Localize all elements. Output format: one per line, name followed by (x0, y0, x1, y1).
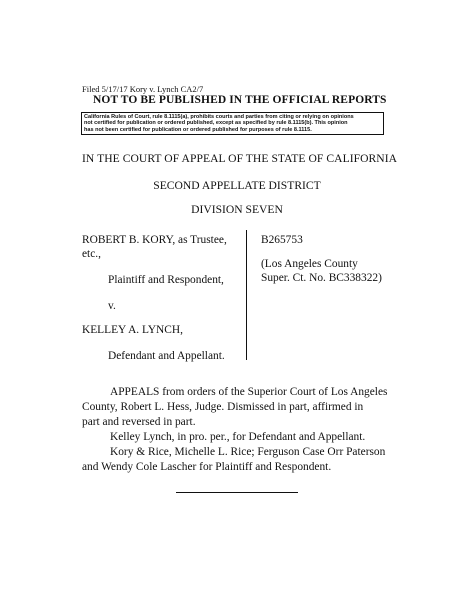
body-line: County, Robert L. Hess, Judge. Dismissed in part, affirmed in (82, 401, 364, 413)
rule-notice-line: California Rules of Court, rule 8.1115(a), prohibits courts and parties from citing or relying on opinions (84, 114, 354, 120)
division: DIVISION SEVEN (191, 203, 283, 216)
filed-line: Filed 5/17/17 Kory v. Lynch CA2/7 (82, 84, 204, 94)
case-number: B265753 (261, 234, 303, 246)
rule-notice-line: not certified for publication or ordered published, except as specified by rule 8.1115(b). This opinion (84, 120, 348, 127)
lower-court: (Los Angeles County (261, 258, 358, 270)
body-line: part and reversed in part. (82, 416, 196, 428)
appellate-district: SECOND APPELLATE DISTRICT (153, 179, 321, 192)
plaintiff-role: Plaintiff and Respondent, (108, 274, 224, 286)
rule-notice-line: has not been certified for publication or ordered published for purposes of rule 8.1115. (84, 126, 312, 133)
plaintiff-name-continued: etc., (82, 248, 101, 260)
court-name: IN THE COURT OF APPEAL OF THE STATE OF CALIFORNIA (82, 152, 398, 165)
caption-divider (246, 230, 247, 360)
separator-line (176, 492, 298, 493)
rule-notice-box (81, 112, 384, 135)
plaintiff-name: ROBERT B. KORY, as Trustee, (82, 234, 227, 246)
body-line: Kory & Rice, Michelle L. Rice; Ferguson Case Orr Paterson (110, 446, 386, 458)
lower-court-number: Super. Ct. No. BC338322) (261, 272, 382, 284)
defendant-name: KELLEY A. LYNCH, (82, 324, 183, 336)
defendant-role: Defendant and Appellant. (108, 350, 225, 362)
body-line: Kelley Lynch, in pro. per., for Defendant and Appellant. (110, 431, 366, 443)
versus: v. (108, 300, 116, 312)
not-published-heading: NOT TO BE PUBLISHED IN THE OFFICIAL REPORTS (93, 94, 387, 106)
body-line: APPEALS from orders of the Superior Court of Los Angeles (110, 386, 388, 398)
body-line: and Wendy Cole Lascher for Plaintiff and Respondent. (82, 461, 332, 473)
